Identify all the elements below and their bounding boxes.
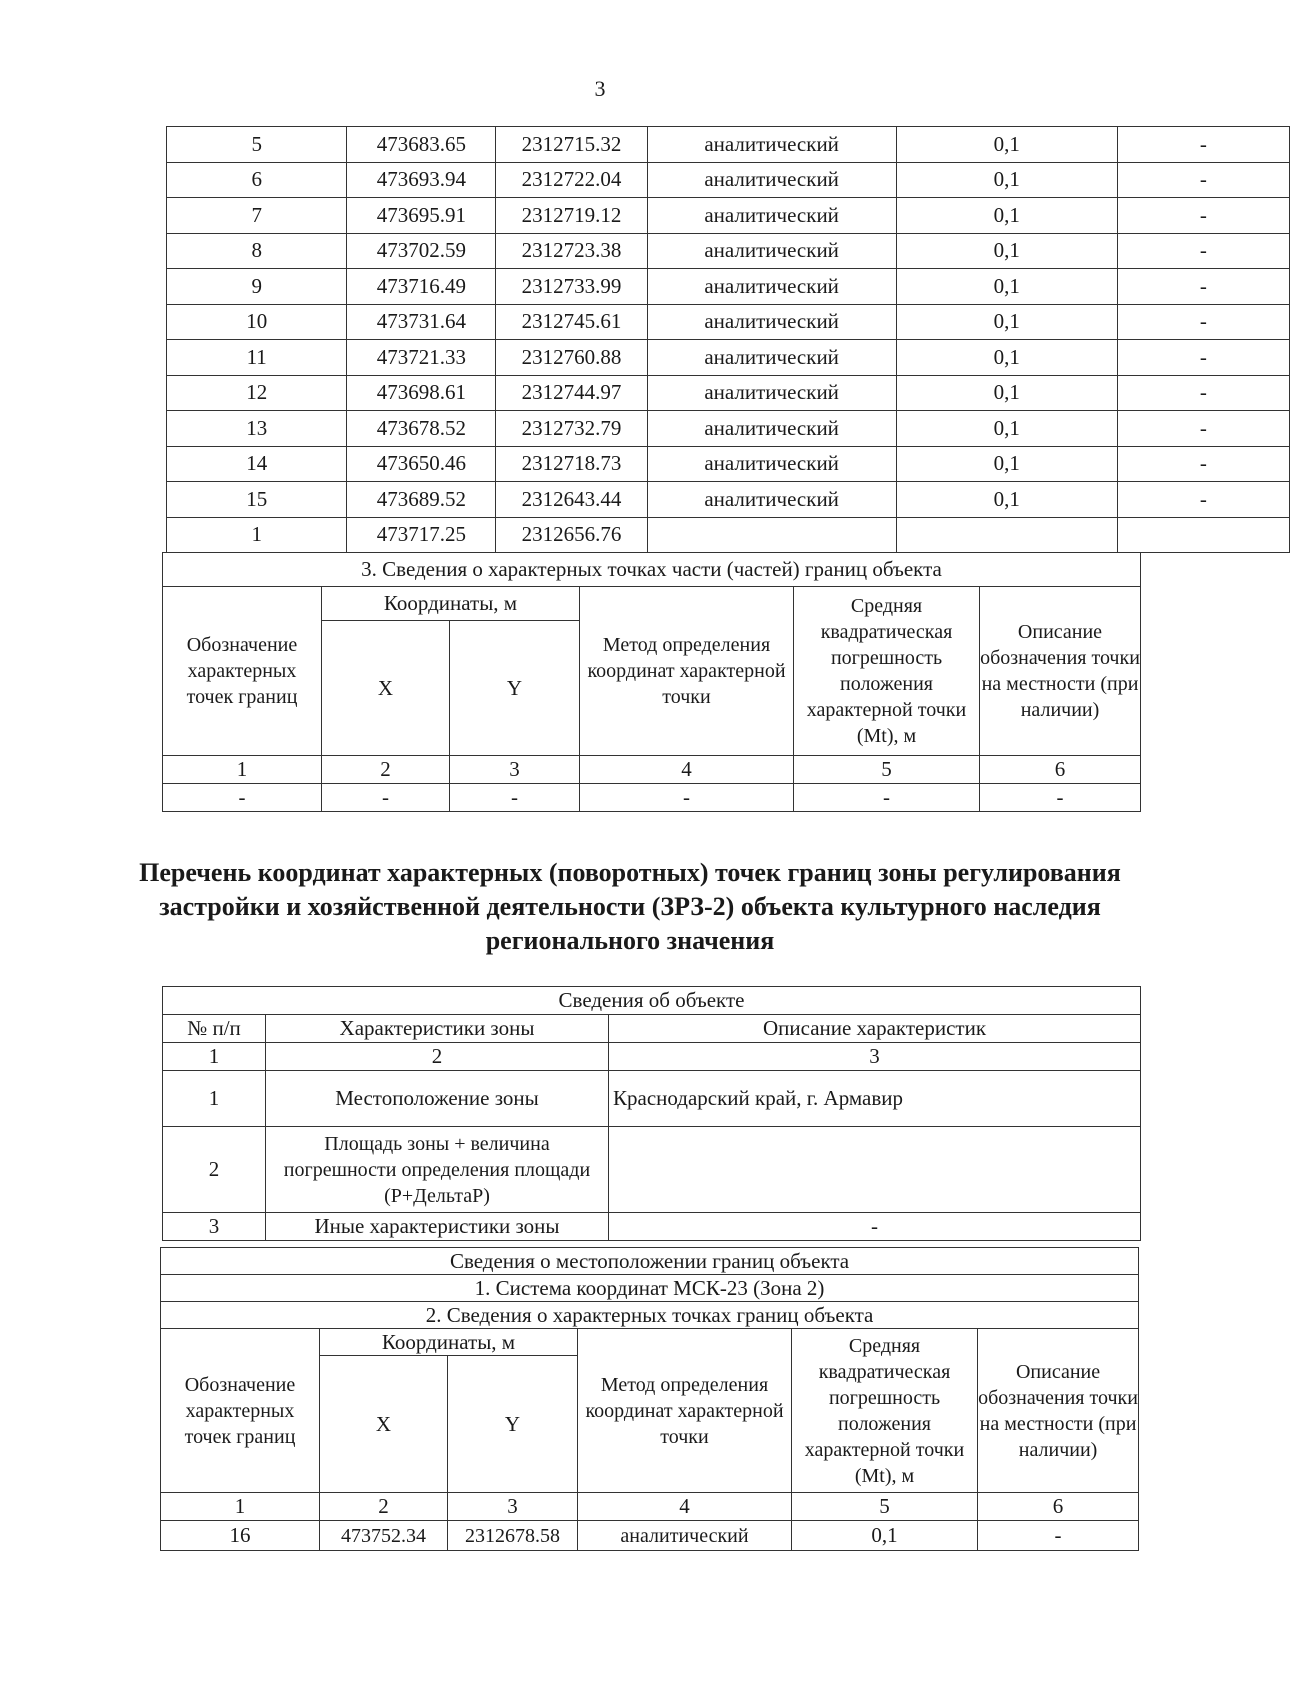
point-id: 12 [167,375,347,411]
coord-x: 473695.91 [347,198,496,234]
method: аналитический [647,482,896,518]
col-num: 2 [322,756,450,784]
error: 0,1 [792,1521,978,1551]
error: 0,1 [896,411,1117,447]
coord-x: 473650.46 [347,446,496,482]
table-row [167,340,1290,376]
coord-y: 2312718.73 [496,446,647,482]
description: - [978,1521,1139,1551]
description: - [1117,446,1289,482]
col-index: 1 [163,1043,266,1071]
coord-y: 2312732.79 [496,411,647,447]
dash-cell: - [163,784,322,812]
coord-y: 2312723.38 [496,233,647,269]
points-title: 2. Сведения о характерных точках границ объекта [161,1302,1139,1329]
document-title: Перечень координат характерных (поворотных) точек границ зоны регулирования застройки и хозяйственной деятельности (ЗРЗ-2) объекта культурного наследия регионального значения [139,858,1121,955]
point-id: 10 [167,304,347,340]
row-description [609,1127,1141,1213]
description: - [1117,304,1289,340]
coord-x: 473731.64 [347,304,496,340]
error: 0,1 [896,340,1117,376]
error: 0,1 [896,162,1117,198]
error [896,517,1117,553]
row-characteristic: Площадь зоны + величина погрешности определения площади (P+ДельтаP) [266,1127,609,1213]
coord-y: 2312744.97 [496,375,647,411]
header-desc: Описание обозначения точки на местности (при наличии) [978,1329,1139,1493]
header-point-name: Обозначение характерных точек границ [161,1329,320,1493]
method: аналитический [578,1521,792,1551]
coord-x: 473689.52 [347,482,496,518]
description: - [1117,127,1289,163]
dash-cell: - [794,784,980,812]
header-desc: Описание обозначения точки на местности (при наличии) [980,587,1141,756]
row-number: 3 [163,1213,266,1241]
point-id: 11 [167,340,347,376]
row-description: - [609,1213,1141,1241]
coord-y: 2312745.61 [496,304,647,340]
point-id: 1 [167,517,347,553]
error: 0,1 [896,127,1117,163]
method: аналитический [647,269,896,305]
column-numbers-row [163,756,1141,784]
col-num: 1 [163,756,322,784]
coord-y: 2312715.32 [496,127,647,163]
col-num: 3 [450,756,580,784]
description [1117,517,1289,553]
header-y: Y [450,621,580,756]
zone-points-table [160,1247,1139,1551]
table-row [167,375,1290,411]
table-row [167,411,1290,447]
coord-y: 2312678.58 [448,1521,578,1551]
header-y: Y [448,1356,578,1493]
description: - [1117,198,1289,234]
description: - [1117,411,1289,447]
col-char-header: Характеристики зоны [266,1015,609,1043]
point-id: 14 [167,446,347,482]
table-row [167,446,1290,482]
coord-x: 473721.33 [347,340,496,376]
system-title: 1. Система координат МСК-23 (Зона 2) [161,1275,1139,1302]
location-title: Сведения о местоположении границ объекта [161,1248,1139,1275]
error: 0,1 [896,233,1117,269]
header-error: Средняя квадратическая погрешность положения характерной точки (Mt), м [794,587,980,756]
point-id: 7 [167,198,347,234]
col-num: 6 [978,1493,1139,1521]
col-num-header: № п/п [163,1015,266,1043]
section3-table [162,552,1141,812]
method: аналитический [647,233,896,269]
table-row [167,482,1290,518]
row-number: 1 [163,1071,266,1127]
coord-x: 473698.61 [347,375,496,411]
table-row [167,198,1290,234]
col-num: 6 [980,756,1141,784]
table-row [167,162,1290,198]
method: аналитический [647,375,896,411]
header-point-name: Обозначение характерных точек границ [163,587,322,756]
point-id: 15 [167,482,347,518]
col-num: 3 [448,1493,578,1521]
coord-y: 2312722.04 [496,162,647,198]
description: - [1117,482,1289,518]
point-id: 6 [167,162,347,198]
info-title: Сведения об объекте [163,987,1141,1015]
header-coords: Координаты, м [320,1329,578,1356]
point-id: 5 [167,127,347,163]
col-num: 5 [794,756,980,784]
coord-x: 473717.25 [347,517,496,553]
col-index: 2 [266,1043,609,1071]
description: - [1117,269,1289,305]
boundary-points-table [166,126,1290,553]
col-desc-header: Описание характеристик [609,1015,1141,1043]
point-id: 9 [167,269,347,305]
method: аналитический [647,446,896,482]
description: - [1117,162,1289,198]
description: - [1117,375,1289,411]
coord-y: 2312656.76 [496,517,647,553]
coord-y: 2312643.44 [496,482,647,518]
coord-x: 473752.34 [320,1521,448,1551]
coord-x: 473683.65 [347,127,496,163]
method: аналитический [647,340,896,376]
method: аналитический [647,127,896,163]
point-id: 8 [167,233,347,269]
error: 0,1 [896,304,1117,340]
col-num: 5 [792,1493,978,1521]
method: аналитический [647,198,896,234]
description: - [1117,233,1289,269]
table-row [167,269,1290,305]
point-id: 13 [167,411,347,447]
table-row [161,1521,1139,1551]
col-index: 3 [609,1043,1141,1071]
header-method: Метод определения координат характерной точки [580,587,794,756]
point-id: 16 [161,1521,320,1551]
col-num: 4 [578,1493,792,1521]
error: 0,1 [896,375,1117,411]
col-num: 4 [580,756,794,784]
row-description: Краснодарский край, г. Армавир [609,1071,1141,1127]
header-coords: Координаты, м [322,587,580,621]
error: 0,1 [896,482,1117,518]
header-x: X [322,621,450,756]
error: 0,1 [896,198,1117,234]
table-row [167,517,1290,553]
error: 0,1 [896,269,1117,305]
dash-cell: - [980,784,1141,812]
description: - [1117,340,1289,376]
empty-dash-row [163,784,1141,812]
table-row [167,304,1290,340]
error: 0,1 [896,446,1117,482]
method [647,517,896,553]
col-num: 1 [161,1493,320,1521]
zone-info-table [162,986,1141,1241]
coord-x: 473678.52 [347,411,496,447]
row-number: 2 [163,1127,266,1213]
column-numbers-row [161,1493,1139,1521]
row-characteristic: Местоположение зоны [266,1071,609,1127]
header-x: X [320,1356,448,1493]
header-error: Средняя квадратическая погрешность положения характерной точки (Mt), м [792,1329,978,1493]
coord-x: 473702.59 [347,233,496,269]
method: аналитический [647,411,896,447]
coord-x: 473716.49 [347,269,496,305]
dash-cell: - [322,784,450,812]
coord-y: 2312719.12 [496,198,647,234]
dash-cell: - [580,784,794,812]
coord-y: 2312760.88 [496,340,647,376]
dash-cell: - [450,784,580,812]
method: аналитический [647,162,896,198]
section3-title: 3. Сведения о характерных точках части (частей) границ объекта [163,553,1141,587]
col-num: 2 [320,1493,448,1521]
method: аналитический [647,304,896,340]
coord-x: 473693.94 [347,162,496,198]
coord-y: 2312733.99 [496,269,647,305]
row-characteristic: Иные характеристики зоны [266,1213,609,1241]
table-row [167,127,1290,163]
page-number: 3 [594,76,606,101]
header-method: Метод определения координат характерной точки [578,1329,792,1493]
table-row [167,233,1290,269]
